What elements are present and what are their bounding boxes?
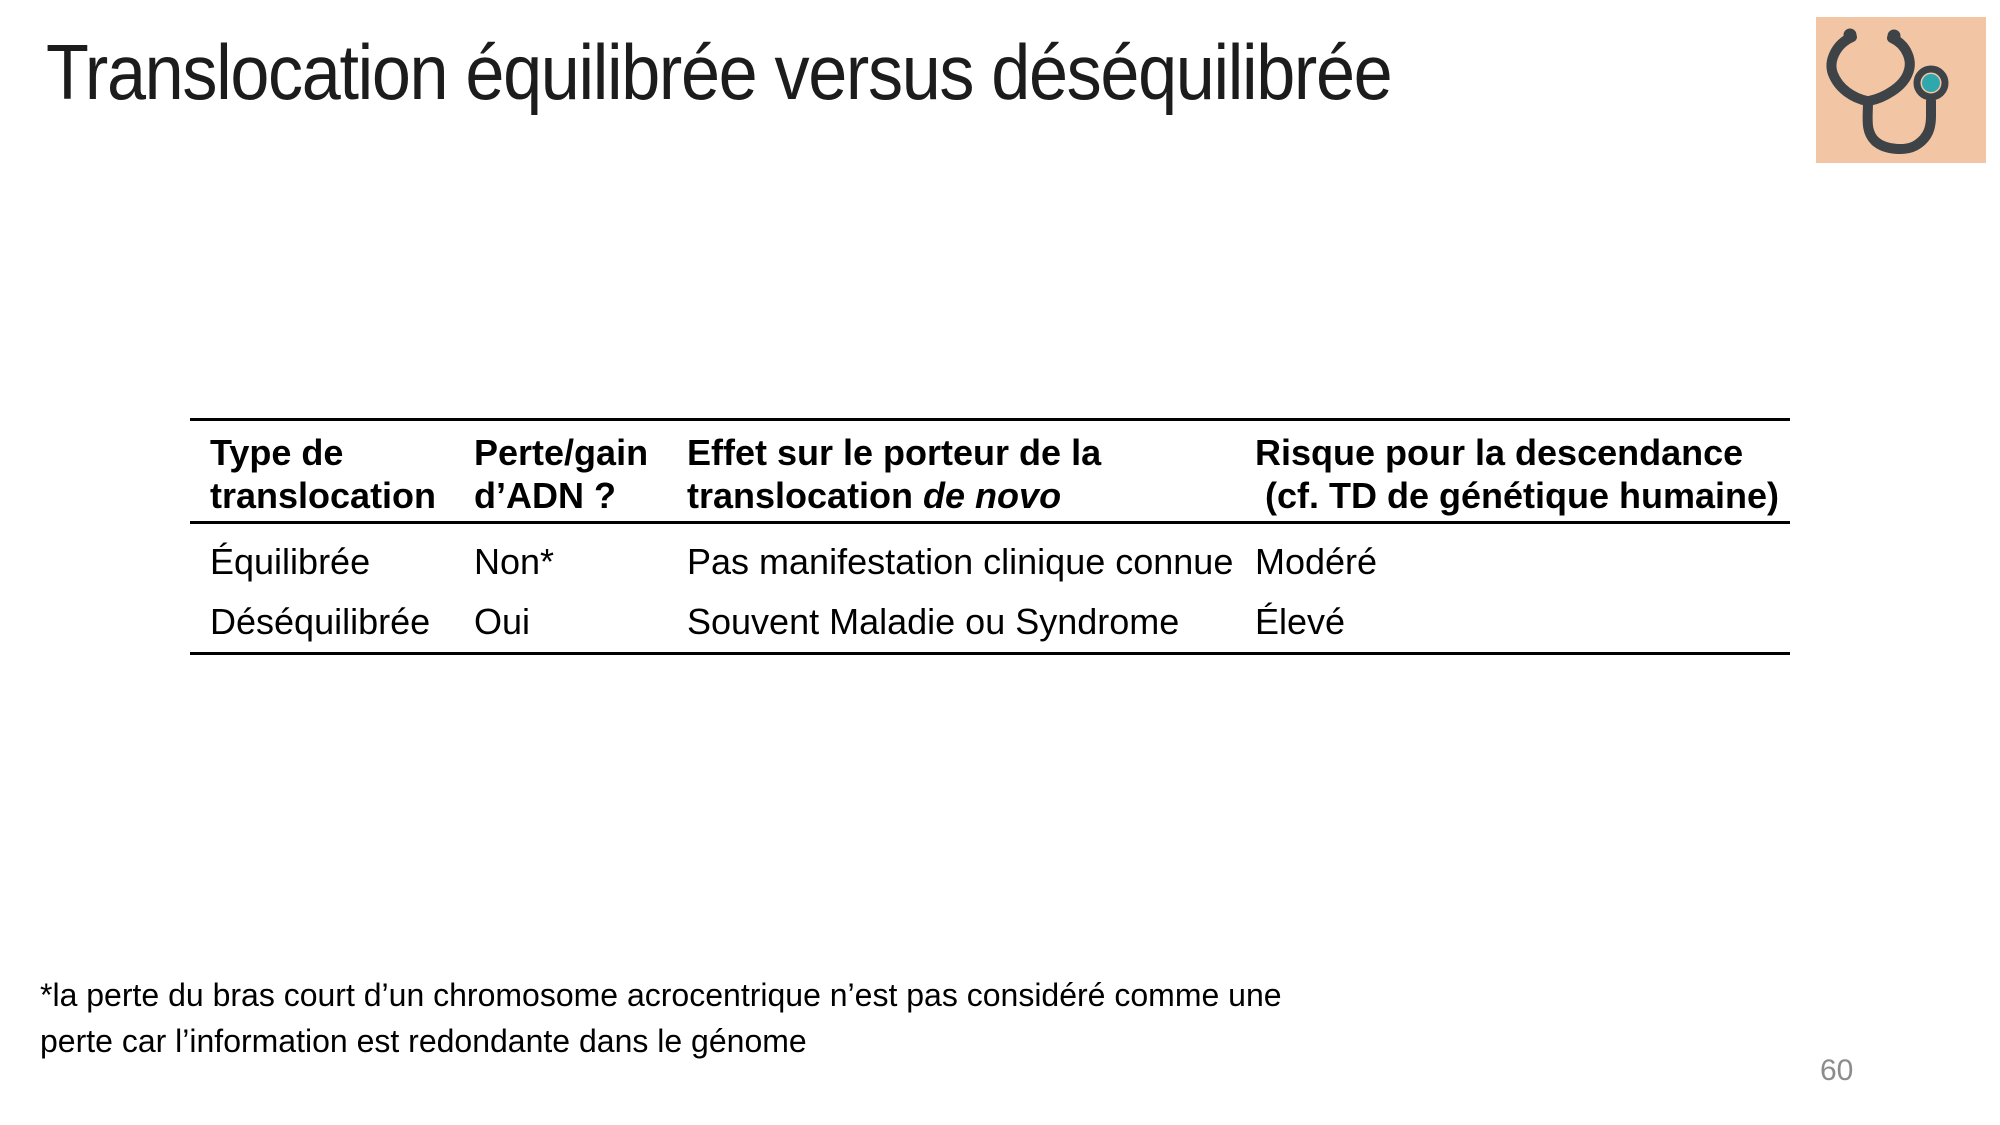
- header-de-novo-italic: de novo: [923, 475, 1062, 516]
- footnote-line-1: *la perte du bras court d’un chromosome acrocentrique n’est pas considéré comme une: [40, 977, 1282, 1013]
- page-number: 60: [1820, 1054, 1854, 1087]
- stethoscope-svg: [1816, 17, 1986, 163]
- header-perte-gain-adn: Perte/gain d’ADN ?: [474, 432, 649, 516]
- header-effet-porteur: Effet sur le porteur de la translocation de novo: [687, 432, 1102, 516]
- table-row-desequilibree: [190, 592, 1790, 652]
- cell-effet: Pas manifestation clinique connue: [687, 541, 1234, 582]
- cell-risque: Modéré: [1255, 541, 1378, 582]
- footnote: [40, 972, 1282, 1064]
- stethoscope-icon: [1816, 17, 1986, 163]
- table-header-row: [190, 421, 1790, 524]
- cell-perte-gain: Non*: [474, 541, 555, 582]
- header-effet-line2-prefix: translocation: [687, 475, 924, 516]
- header-risque-descendance: Risque pour la descendance (cf. TD de génétique humaine): [1255, 432, 1780, 516]
- cell-type: Déséquilibrée: [210, 601, 431, 642]
- footnote-line-2: perte car l’information est redondante dans le génome: [40, 1023, 807, 1059]
- table-row-equilibree: [190, 532, 1790, 592]
- cell-perte-gain: Oui: [474, 601, 531, 642]
- stethoscope-diaphragm: [1922, 74, 1940, 92]
- table-body: [190, 524, 1790, 652]
- cell-type: Équilibrée: [210, 541, 371, 582]
- header-type-de-translocation: Type de translocation: [210, 432, 437, 516]
- page-title: Translocation équilibrée versus déséquilibrée: [46, 28, 1392, 116]
- translocation-table: [190, 418, 1790, 655]
- cell-risque: Élevé: [1255, 601, 1346, 642]
- cell-effet: Souvent Maladie ou Syndrome: [687, 601, 1180, 642]
